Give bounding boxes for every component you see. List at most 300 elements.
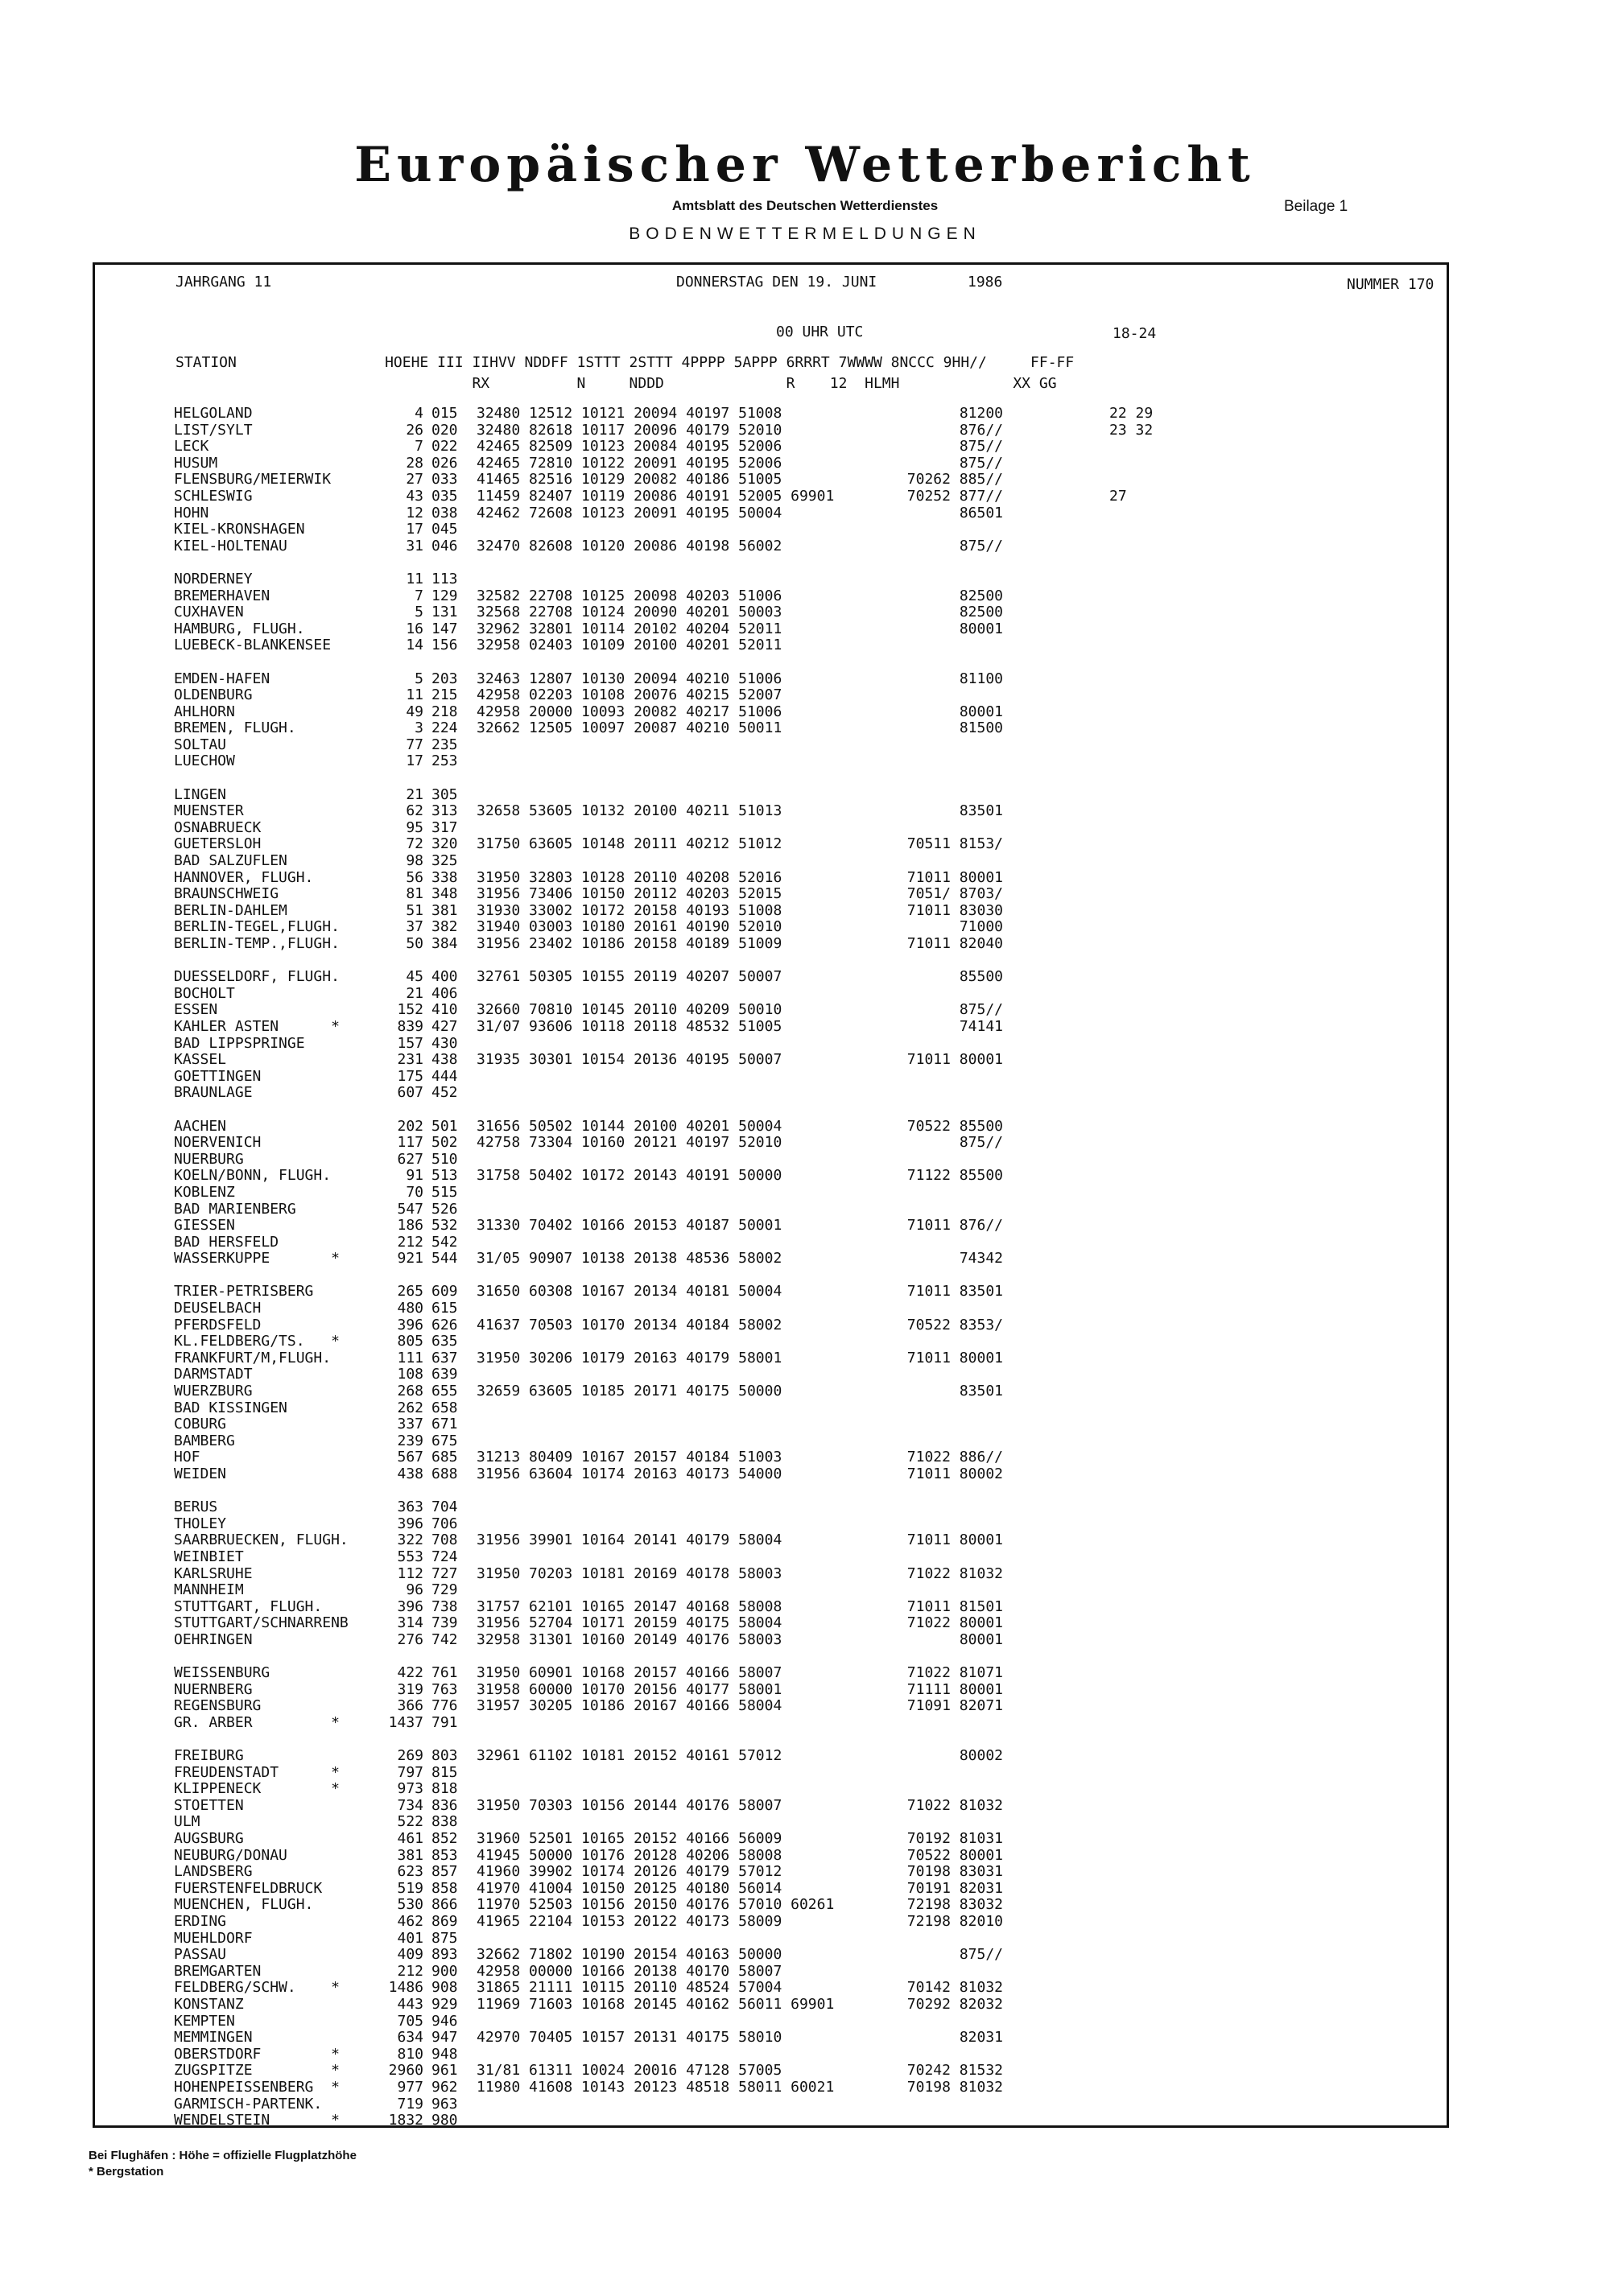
weather-cloud-groups: 80001	[959, 620, 1003, 637]
station-name: KARLSRUHE	[174, 1564, 253, 1582]
station-name: GARMISCH-PARTENK.	[174, 2095, 323, 2113]
weather-cloud-groups: 875//	[959, 537, 1003, 554]
gust-values: 22 29	[1109, 405, 1154, 422]
synop-groups	[477, 1549, 834, 1566]
station-name: KIEL-HOLTENAU	[174, 537, 287, 554]
synop-groups: 31865 21111 10115 20110 48524 57004	[477, 1979, 782, 1997]
gust-values	[1109, 1284, 1153, 1301]
synop-groups	[477, 521, 834, 538]
synop-groups: 31940 03003 10180 20161 40190 52010	[477, 918, 782, 936]
station-name: HUSUM	[174, 454, 218, 472]
station-altitude: 269	[397, 1747, 423, 1765]
gust-values	[1109, 1433, 1153, 1450]
station-name: HOHN	[174, 504, 209, 521]
station-number: 022	[431, 438, 458, 455]
footnote-airports: Bei Flughäfen : Höhe = offizielle Flugplatzhöhe	[89, 2149, 357, 2162]
station-number: 026	[431, 454, 458, 472]
weather-cloud-groups	[886, 1152, 1003, 1169]
synop-groups	[477, 1235, 834, 1251]
gust-values	[1109, 687, 1153, 704]
synop-groups	[477, 1814, 834, 1831]
synop-groups: 32660 70810 10145 20110 40209 50010	[477, 1001, 782, 1019]
synop-groups: 31758 50402 10172 20143 40191 50000	[477, 1167, 782, 1185]
weather-cloud-groups	[886, 2113, 1003, 2129]
weather-cloud-groups: 875//	[959, 438, 1003, 455]
station-number: 544	[431, 1250, 458, 1268]
gust-values	[1109, 1085, 1153, 1102]
weather-cloud-groups: 80002	[959, 1747, 1003, 1765]
gust-values	[1109, 1499, 1153, 1516]
gust-values	[1109, 1864, 1153, 1881]
station-name: FLENSBURG/MEIERWIK	[174, 471, 332, 488]
gust-values	[1109, 1980, 1153, 1997]
station-altitude: 319	[397, 1680, 423, 1698]
gust-values	[1109, 1152, 1153, 1169]
weather-cloud-groups	[886, 654, 1003, 671]
station-number: 609	[431, 1283, 458, 1301]
station-altitude: 26	[406, 421, 423, 439]
weather-cloud-groups: 71011 82040	[906, 935, 1003, 952]
station-altitude: 239	[397, 1432, 423, 1449]
station-name: KEMPTEN	[174, 2012, 235, 2030]
station-number: 706	[431, 1515, 458, 1532]
station-altitude: 21	[406, 984, 423, 1002]
synop-groups: 31950 32803 10128 20110 40208 52016	[477, 868, 782, 886]
station-number: 900	[431, 1962, 458, 1980]
station-altitude: 396	[397, 1597, 423, 1615]
gust-values	[1109, 1069, 1153, 1086]
station-altitude	[378, 1732, 423, 1749]
station-name: KLIPPENECK *	[174, 1780, 340, 1798]
weather-cloud-groups	[886, 2014, 1003, 2030]
station-name	[174, 1102, 349, 1119]
station-name: FELDBERG/SCHW. *	[174, 1979, 340, 1997]
page-title: Europäischer Wetterbericht	[354, 137, 1256, 193]
issue-year: 1986	[968, 274, 1003, 291]
station-name: WEIDEN	[174, 1465, 227, 1482]
station-name: HANNOVER, FLUGH.	[174, 868, 314, 886]
station-number: 929	[431, 1996, 458, 2013]
synop-groups	[477, 1649, 834, 1666]
synop-groups	[477, 737, 834, 754]
station-number	[431, 1268, 458, 1284]
gust-values	[1109, 1765, 1153, 1782]
gust-values	[1109, 753, 1153, 770]
station-number: 857	[431, 1863, 458, 1881]
station-name: FUERSTENFELDBRUCK	[174, 1879, 323, 1897]
station-altitude: 28	[406, 454, 423, 472]
gust-values	[1109, 986, 1153, 1003]
synop-groups: 42465 72810 10122 20091 40195 52006	[477, 454, 782, 472]
gust-values	[1109, 1483, 1153, 1500]
weather-cloud-groups: 71011 81501	[906, 1597, 1003, 1615]
station-name: OBERSTDORF *	[174, 2045, 340, 2063]
station-number	[431, 770, 458, 787]
station-name: DEUSELBACH	[174, 1300, 262, 1317]
synop-groups	[477, 1732, 834, 1749]
weather-cloud-groups: 875//	[959, 1134, 1003, 1152]
section-heading: BODENWETTERMELDUNGEN	[629, 225, 981, 243]
station-number: 317	[431, 818, 458, 836]
station-altitude: 839	[397, 1017, 423, 1035]
station-name: REGENSBURG	[174, 1697, 262, 1715]
station-number: 671	[431, 1416, 458, 1433]
station-name: NUERNBERG	[174, 1680, 253, 1698]
station-altitude: 810	[397, 2045, 423, 2063]
synop-groups	[477, 1781, 834, 1798]
synop-groups: 31757 62101 10165 20147 40168 58008	[477, 1597, 782, 1615]
station-number: 502	[431, 1134, 458, 1152]
gust-values	[1109, 1466, 1153, 1483]
gust-values	[1109, 720, 1153, 737]
gust-values	[1109, 1781, 1153, 1798]
station-number: 045	[431, 521, 458, 538]
synop-groups	[477, 853, 834, 870]
station-altitude: 363	[397, 1498, 423, 1516]
station-number: 313	[431, 802, 458, 820]
station-altitude: 921	[397, 1250, 423, 1268]
station-name: SAARBRUECKEN, FLUGH.	[174, 1531, 349, 1549]
gust-values	[1109, 1831, 1153, 1848]
station-number: 033	[431, 471, 458, 488]
station-altitude: 567	[397, 1449, 423, 1466]
station-number: 427	[431, 1017, 458, 1035]
station-name: WUERZBURG	[174, 1383, 253, 1400]
station-number: 526	[431, 1200, 458, 1218]
gust-values	[1109, 820, 1153, 837]
synop-groups: 11459 82407 10119 20086 40191 52005 69901	[477, 487, 835, 505]
station-altitude: 530	[397, 1896, 423, 1914]
gust-values	[1109, 1400, 1153, 1417]
station-number: 852	[431, 1830, 458, 1848]
synop-groups	[477, 1268, 834, 1284]
gust-column	[1109, 406, 1153, 2129]
station-number	[431, 554, 458, 571]
weather-cloud-groups	[886, 1069, 1003, 1086]
station-name: HOF	[174, 1449, 200, 1466]
station-number: 046	[431, 537, 458, 554]
station-number	[431, 654, 458, 671]
synop-groups-column	[477, 406, 834, 2129]
station-name: LINGEN	[174, 785, 227, 803]
station-number: 038	[431, 504, 458, 521]
issue-number: NUMMER 170	[1347, 276, 1435, 293]
gust-values	[1109, 1931, 1153, 1948]
station-name	[174, 1268, 349, 1284]
station-name: BAD KISSINGEN	[174, 1399, 287, 1416]
weather-cloud-groups	[886, 1931, 1003, 1948]
gust-values	[1109, 1599, 1153, 1616]
column-header-line-2: RX N NDDD R 12 HLMH XX GG	[175, 375, 1057, 392]
station-altitude: 366	[397, 1697, 423, 1715]
weather-cloud-groups: 876//	[959, 421, 1003, 439]
gust-values	[1109, 1052, 1153, 1069]
weather-cloud-groups	[886, 1085, 1003, 1102]
gust-values	[1109, 2096, 1153, 2113]
station-altitude: 62	[406, 802, 423, 820]
station-number: 542	[431, 1233, 458, 1251]
synop-groups: 32568 22708 10124 20090 40201 50003	[477, 604, 782, 621]
station-name: PFERDSFELD	[174, 1316, 262, 1333]
station-altitude: 7	[415, 587, 423, 604]
station-altitude: 480	[397, 1300, 423, 1317]
weather-cloud-groups: 74141	[959, 1017, 1003, 1035]
synop-groups	[477, 2014, 834, 2030]
station-altitude: 152	[397, 1001, 423, 1019]
weather-cloud-groups: 70242 81532	[906, 2062, 1003, 2080]
weather-cloud-groups	[886, 637, 1003, 654]
station-name: BERLIN-TEMP.,FLUGH.	[174, 935, 340, 952]
weather-cloud-groups: 875//	[959, 1001, 1003, 1019]
station-number: 675	[431, 1432, 458, 1449]
synop-groups	[477, 820, 834, 837]
station-altitude: 461	[397, 1830, 423, 1848]
synop-groups: 31956 23402 10186 20158 40189 51009	[477, 935, 782, 952]
gust-values	[1109, 472, 1153, 488]
weather-cloud-groups: 71011 80001	[906, 868, 1003, 886]
station-altitude: 12	[406, 504, 423, 521]
synop-groups: 32662 12505 10097 20087 40210 50011	[477, 719, 782, 737]
station-name: PASSAU	[174, 1946, 227, 1964]
station-name: CUXHAVEN	[174, 604, 244, 621]
gust-values	[1109, 770, 1153, 787]
gust-values	[1109, 969, 1153, 986]
weather-cloud-groups	[886, 1433, 1003, 1450]
weather-cloud-groups: 70198 83031	[906, 1863, 1003, 1881]
gust-values	[1109, 1366, 1153, 1383]
station-number: 946	[431, 2012, 458, 2030]
gust-values	[1109, 1566, 1153, 1583]
synop-groups	[477, 1333, 834, 1350]
gust-values	[1109, 604, 1153, 621]
weather-cloud-groups	[886, 521, 1003, 538]
weather-cloud-groups: 72198 83032	[906, 1896, 1003, 1914]
station-altitude	[378, 554, 423, 571]
gust-values	[1109, 1333, 1153, 1350]
station-number: 338	[431, 868, 458, 886]
weather-cloud-groups: 70191 82031	[906, 1879, 1003, 1897]
gust-values	[1109, 1102, 1153, 1119]
station-number: 452	[431, 1084, 458, 1102]
synop-groups: 11969 71603 10168 20145 40162 56011 69901	[477, 1996, 835, 2013]
station-number	[431, 953, 458, 970]
gust-values	[1109, 1019, 1153, 1036]
gust-values	[1109, 1632, 1153, 1649]
gust-values	[1109, 1235, 1153, 1251]
weather-cloud-groups: 70262 885//	[906, 471, 1003, 488]
station-altitude: 519	[397, 1879, 423, 1897]
station-number: 761	[431, 1664, 458, 1682]
station-number: 763	[431, 1680, 458, 1698]
synop-groups: 31950 30206 10179 20163 40179 58001	[477, 1349, 782, 1366]
station-number: 513	[431, 1167, 458, 1185]
gust-values	[1109, 654, 1153, 671]
gust-values	[1109, 2080, 1153, 2096]
station-number: 444	[431, 1067, 458, 1085]
weather-cloud-groups: 83501	[959, 802, 1003, 820]
station-name: ESSEN	[174, 1001, 218, 1019]
station-number: 129	[431, 587, 458, 604]
synop-groups: 31958 60000 10170 20156 40177 58001	[477, 1680, 782, 1698]
station-altitude: 623	[397, 1863, 423, 1881]
station-name: WEISSENBURG	[174, 1664, 270, 1682]
synop-groups	[477, 1400, 834, 1417]
weather-cloud-groups	[886, 1765, 1003, 1782]
station-name	[174, 953, 349, 970]
station-altitude: 705	[397, 2012, 423, 2030]
station-name: WASSERKUPPE *	[174, 1250, 340, 1268]
synop-groups	[477, 1185, 834, 1202]
station-altitude	[378, 1102, 423, 1119]
station-number: 858	[431, 1879, 458, 1897]
synop-groups: 32480 82618 10117 20096 40179 52010	[477, 421, 782, 439]
station-altitude: 7	[415, 438, 423, 455]
gust-values	[1109, 803, 1153, 820]
synop-groups: 32470 82608 10120 20086 40198 56002	[477, 537, 782, 554]
station-number: 704	[431, 1498, 458, 1516]
gust-values	[1109, 737, 1153, 754]
station-name	[174, 1483, 349, 1500]
gust-values	[1109, 1268, 1153, 1284]
station-number: 742	[431, 1630, 458, 1648]
station-name: BERUS	[174, 1498, 218, 1516]
station-altitude: 634	[397, 2029, 423, 2047]
gust-values	[1109, 1202, 1153, 1218]
station-name: STUTTGART/SCHNARRENB	[174, 1614, 349, 1632]
weather-cloud-groups: 81200	[959, 405, 1003, 422]
synop-groups: 31935 30301 10154 20136 40195 50007	[477, 1051, 782, 1069]
column-header-line-1: STATION HOEHE III IIHVV NDDFF 1STTT 2STTT 4PPPP 5APPP 6RRRT 7WWWW 8NCCC 9HH// FF-FF	[175, 354, 1075, 371]
gust-values	[1109, 1532, 1153, 1549]
weather-cloud-groups: 70142 81032	[906, 1979, 1003, 1997]
synop-groups	[477, 1765, 834, 1782]
station-name: SOLTAU	[174, 736, 227, 753]
station-altitude	[378, 1268, 423, 1284]
synop-groups: 31750 63605 10148 20111 40212 51012	[477, 835, 782, 853]
station-name: OEHRINGEN	[174, 1630, 253, 1648]
station-name: FREIBURG	[174, 1747, 244, 1765]
synop-groups	[477, 1516, 834, 1533]
station-number: 963	[431, 2095, 458, 2113]
volume-label: JAHRGANG 11	[175, 274, 272, 291]
synop-groups: 32961 61102 10181 20152 40161 57012	[477, 1747, 782, 1765]
station-number	[431, 1649, 458, 1666]
station-name: GIESSEN	[174, 1217, 235, 1235]
station-number: 869	[431, 1913, 458, 1931]
synop-groups: 31330 70402 10166 20153 40187 50001	[477, 1217, 782, 1235]
station-number-column	[431, 406, 458, 2129]
gust-values	[1109, 1416, 1153, 1433]
weather-cloud-groups: 71011 83030	[906, 901, 1003, 919]
station-number: 406	[431, 984, 458, 1002]
weather-cloud-groups: 875//	[959, 1946, 1003, 1964]
synop-groups: 41960 39902 10174 20126 40179 57012	[477, 1863, 782, 1881]
station-name: MEMMINGEN	[174, 2029, 253, 2047]
synop-groups: 42758 73304 10160 20121 40197 52010	[477, 1134, 782, 1152]
synop-groups: 31650 60308 10167 20134 40181 50004	[477, 1283, 782, 1301]
synop-groups: 42958 02203 10108 20076 40215 52007	[477, 686, 782, 704]
station-number: 615	[431, 1300, 458, 1317]
weather-cloud-groups: 70198 81032	[906, 2078, 1003, 2096]
station-name	[174, 1732, 349, 1749]
synop-groups: 32962 32801 10114 20102 40204 52011	[477, 620, 782, 637]
station-number: 218	[431, 703, 458, 720]
station-altitude: 50	[406, 935, 423, 952]
station-name: LUECHOW	[174, 752, 235, 770]
weather-cloud-groups	[886, 787, 1003, 804]
station-altitude	[378, 1649, 423, 1666]
station-name: AHLHORN	[174, 703, 235, 720]
station-number: 510	[431, 1150, 458, 1168]
station-name: BAD LIPPSPRINGE	[174, 1034, 305, 1052]
station-name: LANDSBERG	[174, 1863, 253, 1881]
station-altitude	[378, 770, 423, 787]
weather-cloud-groups: 81100	[959, 670, 1003, 687]
station-name: BERLIN-DAHLEM	[174, 901, 287, 919]
synop-groups	[477, 1202, 834, 1218]
synop-groups: 31957 30205 10186 20167 40166 58004	[477, 1697, 782, 1715]
gust-values	[1109, 886, 1153, 903]
station-name: ZUGSPITZE *	[174, 2062, 340, 2080]
gust-values	[1109, 1185, 1153, 1202]
station-altitude: 56	[406, 868, 423, 886]
station-number: 635	[431, 1333, 458, 1350]
station-name: FRANKFURT/M,FLUGH.	[174, 1349, 332, 1366]
synop-groups	[477, 770, 834, 787]
weather-cloud-groups	[886, 2096, 1003, 2113]
station-number	[431, 1483, 458, 1500]
station-altitude: 95	[406, 818, 423, 836]
station-altitude: 396	[397, 1515, 423, 1532]
station-number: 113	[431, 570, 458, 587]
station-altitude: 607	[397, 1084, 423, 1102]
station-name: EMDEN-HAFEN	[174, 670, 270, 687]
weather-cloud-groups	[886, 1333, 1003, 1350]
weather-cloud-groups: 875//	[959, 454, 1003, 472]
station-name: LECK	[174, 438, 209, 455]
weather-cloud-groups	[886, 1549, 1003, 1566]
station-altitude: 268	[397, 1383, 423, 1400]
synop-groups: 32958 31301 10160 20149 40176 58003	[477, 1630, 782, 1648]
station-name	[174, 554, 349, 571]
station-altitude: 11	[406, 686, 423, 704]
weather-cloud-groups: 71011 80001	[906, 1051, 1003, 1069]
station-name	[174, 654, 349, 671]
station-number: 818	[431, 1780, 458, 1798]
station-altitude: 2960	[388, 2062, 423, 2080]
synop-groups: 32463 12807 10130 20094 40210 51006	[477, 670, 782, 687]
weather-cloud-groups	[886, 1416, 1003, 1433]
station-number: 948	[431, 2045, 458, 2063]
gust-values	[1109, 836, 1153, 853]
gust-values	[1109, 1516, 1153, 1533]
gust-values	[1109, 1964, 1153, 1981]
gust-values	[1109, 1698, 1153, 1715]
station-altitude: 231	[397, 1051, 423, 1069]
synop-groups: 31950 60901 10168 20157 40166 58007	[477, 1664, 782, 1682]
weather-cloud-groups	[886, 1301, 1003, 1317]
station-altitude: 276	[397, 1630, 423, 1648]
weather-cloud-groups	[886, 1202, 1003, 1218]
station-name: HAMBURG, FLUGH.	[174, 620, 305, 637]
gust-values	[1109, 1848, 1153, 1865]
station-name: NUERBURG	[174, 1150, 244, 1168]
station-altitude: 212	[397, 1962, 423, 1980]
gust-values	[1109, 787, 1153, 804]
weather-cloud-groups: 86501	[959, 504, 1003, 521]
synop-groups: 31956 73406 10150 20112 40203 52015	[477, 885, 782, 903]
weather-cloud-groups: 71022 81032	[906, 1796, 1003, 1814]
